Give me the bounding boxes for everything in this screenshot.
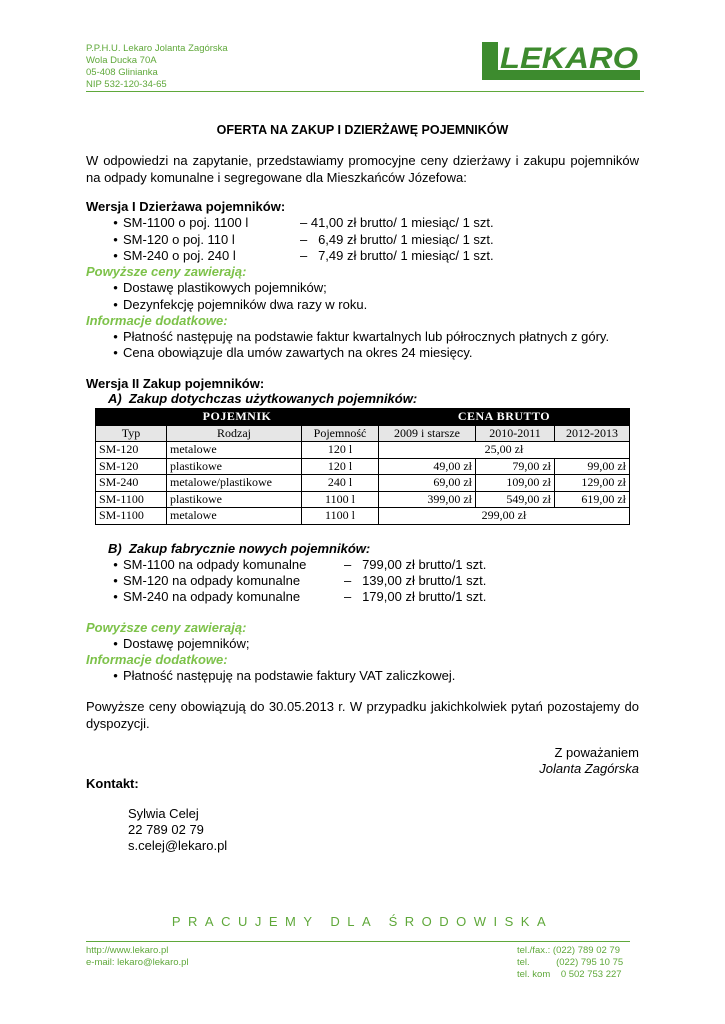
table-column-header — [96, 425, 630, 442]
table-row — [96, 458, 630, 475]
column-header: 2012-2013 — [555, 425, 630, 442]
cell-price: 69,00 zł — [379, 475, 476, 492]
cell-price: 549,00 zł — [476, 491, 555, 508]
cell-capacity: 1100 l — [302, 491, 379, 508]
list-item: • Płatność następuję na podstawie faktury VAT zaliczkowej. — [113, 668, 456, 683]
cell-capacity: 120 l — [302, 442, 379, 459]
contact-label: Kontakt: — [86, 776, 139, 791]
list-item: • SM-1100 na odpady komunalne — [113, 557, 307, 572]
list-item: • SM-1100 o poj. 1100 l — [113, 215, 249, 230]
cell-kind: plastikowe — [167, 458, 302, 475]
list-item-text: Cena obowiązuje dla umów zawartych na okres 24 miesięcy. — [123, 345, 473, 360]
item-price: – 179,00 zł brutto/1 szt. — [344, 589, 487, 604]
closing-paragraph: Powyższe ceny obowiązują do 30.05.2013 r. W przypadku jakichkolwiek pytań pozostajemy do dyspozycji. — [86, 699, 639, 731]
cell-price: 299,00 zł — [379, 508, 630, 525]
cell-capacity: 1100 l — [302, 508, 379, 525]
cell-kind: plastikowe — [167, 491, 302, 508]
cell-capacity: 120 l — [302, 458, 379, 475]
footer-left — [86, 945, 189, 969]
cell-kind: metalowe — [167, 508, 302, 525]
signature-name: Jolanta Zagórska — [539, 761, 639, 776]
cell-kind: metalowe/plastikowe — [167, 475, 302, 492]
cell-price: 79,00 zł — [476, 458, 555, 475]
used-containers-table — [95, 408, 630, 525]
table-row — [96, 508, 630, 525]
footer-email[interactable]: e-mail: lekaro@lekaro.pl — [86, 957, 189, 968]
company-motto: PRACUJEMY DLA ŚRODOWISKA — [171, 914, 554, 929]
item-price: – 6,49 zł brutto/ 1 miesiąc/ 1 szt. — [300, 232, 494, 247]
address-line: P.P.H.U. Lekaro Jolanta Zagórska — [86, 43, 228, 54]
item-price: – 7,49 zł brutto/ 1 miesiąc/ 1 szt. — [300, 248, 494, 263]
list-item: • Dostawę pojemników; — [113, 636, 250, 651]
group-header: POJEMNIK — [96, 409, 379, 426]
list-item: • SM-120 o poj. 110 l — [113, 232, 235, 247]
item-price: – 799,00 zł brutto/1 szt. — [344, 557, 487, 572]
cell-price: 25,00 zł — [379, 442, 630, 459]
cell-capacity: 240 l — [302, 475, 379, 492]
list-item: • SM-240 na odpady komunalne — [113, 589, 301, 604]
list-item: • SM-120 na odpady komunalne — [113, 573, 301, 588]
page-title: OFERTA NA ZAKUP I DZIERŻAWĘ POJEMNIKÓW — [216, 123, 509, 137]
footer-divider — [86, 941, 630, 942]
cell-price: 99,00 zł — [555, 458, 630, 475]
item-price: – 139,00 zł brutto/1 szt. — [344, 573, 487, 588]
group-header: CENA BRUTTO — [379, 409, 630, 426]
cell-price: 399,00 zł — [379, 491, 476, 508]
list-item-text: Dezynfekcję pojemników dwa razy w roku. — [123, 297, 368, 312]
footer-phone: tel./fax.: (022) 789 02 79 — [517, 945, 620, 956]
item-name: SM-120 o poj. 110 l — [123, 232, 235, 247]
list-item-text: Płatność następuję na podstawie faktur kwartalnych lub półrocznych płatnych z góry. — [123, 329, 610, 344]
list-item-text: Dostawę pojemników; — [123, 636, 250, 651]
cell-kind: metalowe — [167, 442, 302, 459]
list-item-text: Płatność następuję na podstawie faktury VAT zaliczkowej. — [123, 668, 456, 683]
footer-right — [517, 945, 623, 981]
list-item: • Dezynfekcję pojemników dwa razy w roku. — [113, 297, 368, 312]
contact-person: Sylwia Celej — [128, 806, 199, 821]
subheading-a: A) Zakup dotychczas użytkowanych pojemników: — [108, 391, 418, 406]
list-item: • Płatność następuję na podstawie faktur kwartalnych lub półrocznych płatnych z góry. — [113, 329, 610, 344]
header-divider — [86, 91, 644, 92]
address-line: Wola Ducka 70A — [86, 55, 157, 66]
item-name: SM-1100 o poj. 1100 l — [123, 215, 249, 230]
list-item: • SM-240 o poj. 240 l — [113, 248, 236, 263]
company-address — [86, 43, 228, 91]
item-name: SM-1100 na odpady komunalne — [123, 557, 307, 572]
contact-email[interactable]: s.celej@lekaro.pl — [128, 838, 228, 853]
version1-heading: Wersja I Dzierżawa pojemników: — [86, 199, 286, 214]
table-row — [96, 491, 630, 508]
cell-price: 109,00 zł — [476, 475, 555, 492]
cell-price: 49,00 zł — [379, 458, 476, 475]
footer-website-link[interactable]: http://www.lekaro.pl — [86, 945, 169, 956]
table-row — [96, 442, 630, 459]
list-item-text: Dostawę plastikowych pojemników; — [123, 280, 327, 295]
info-label: Informacje dodatkowe: — [86, 313, 228, 328]
column-header: 2009 i starsze — [379, 425, 476, 442]
cell-type: SM-120 — [96, 442, 167, 459]
item-name: SM-240 o poj. 240 l — [123, 248, 236, 263]
footer-phone: tel. (022) 795 10 75 — [517, 957, 624, 968]
intro-paragraph: W odpowiedzi na zapytanie, przedstawiamy promocyjne ceny dzierżawy i zakupu pojemników na odpady komunalne i segregowane dla Mieszkańców Józefowa: — [86, 153, 639, 185]
version2-heading: Wersja II Zakup pojemników: — [86, 376, 265, 391]
footer-phone: tel. kom 0 502 753 227 — [517, 969, 622, 980]
includes-label: Powyższe ceny zawierają: — [86, 620, 247, 635]
list-item: • Cena obowiązuje dla umów zawartych na okres 24 miesięcy. — [113, 345, 473, 360]
column-header: Pojemność — [302, 425, 379, 442]
cell-type: SM-1100 — [96, 491, 167, 508]
greeting: Z poważaniem — [554, 745, 639, 760]
contact-phone: 22 789 02 79 — [128, 822, 204, 837]
column-header: Typ — [96, 425, 167, 442]
table-group-header — [96, 409, 630, 426]
list-item: • Dostawę plastikowych pojemników; — [113, 280, 327, 295]
cell-price: 129,00 zł — [555, 475, 630, 492]
logo-text: LEKARO — [500, 42, 638, 75]
item-name: SM-240 na odpady komunalne — [123, 589, 301, 604]
lekaro-logo — [482, 40, 640, 86]
item-name: SM-120 na odpady komunalne — [123, 573, 301, 588]
address-line: NIP 532-120-34-65 — [86, 79, 167, 90]
subheading-b: B) Zakup fabrycznie nowych pojemników: — [108, 541, 371, 556]
column-header: Rodzaj — [167, 425, 302, 442]
cell-price: 619,00 zł — [555, 491, 630, 508]
cell-type: SM-120 — [96, 458, 167, 475]
item-price: – 41,00 zł brutto/ 1 miesiąc/ 1 szt. — [300, 215, 494, 230]
cell-type: SM-240 — [96, 475, 167, 492]
includes-label: Powyższe ceny zawierają: — [86, 264, 247, 279]
cell-type: SM-1100 — [96, 508, 167, 525]
address-line: 05-408 Glinianka — [86, 67, 158, 78]
table-row — [96, 475, 630, 492]
info-label: Informacje dodatkowe: — [86, 652, 228, 667]
column-header: 2010-2011 — [476, 425, 555, 442]
